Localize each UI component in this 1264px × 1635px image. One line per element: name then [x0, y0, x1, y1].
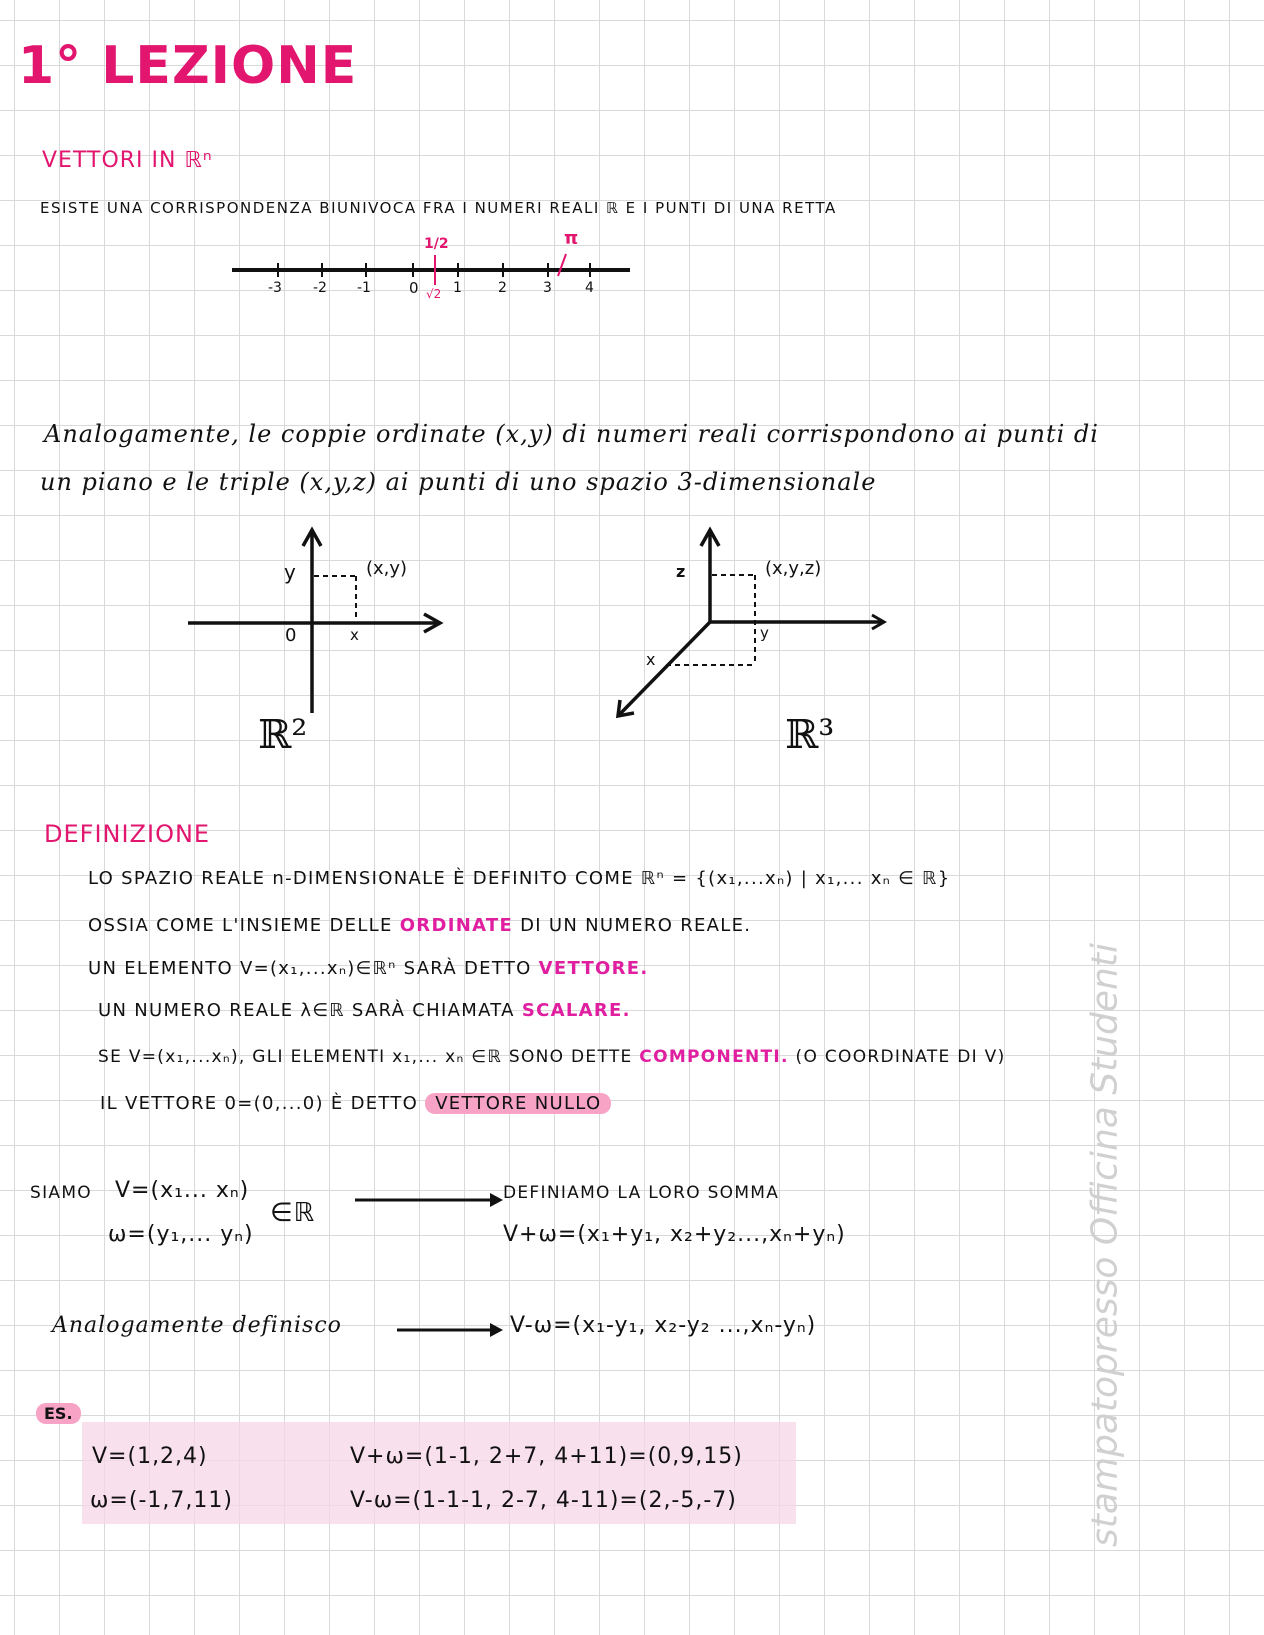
- example-sum: V+ω=(1-1, 2+7, 4+11)=(0,9,15): [350, 1444, 743, 1469]
- keyword-ordinate: ORDINATE: [399, 915, 514, 936]
- definition-line-6-pre: IL VETTORE 0=(0,...0) È DETTO: [100, 1093, 419, 1114]
- definition-line-3: [88, 958, 649, 979]
- definition-line-4-pre: UN NUMERO REALE λ∈ℝ SARÀ CHIAMATA: [98, 1000, 515, 1021]
- tick-label-4: 4: [585, 280, 594, 296]
- r3-z-label: z: [676, 562, 686, 581]
- definition-line-3-pre: UN ELEMENTO V=(x₁,...xₙ)∈ℝⁿ SARÀ DETTO: [88, 958, 532, 979]
- intro-text: ESISTE UNA CORRISPONDENZA BIUNIVOCA FRA I NUMERI REALI ℝ E I PUNTI DI UNA RETTA: [40, 199, 837, 217]
- tick-label-minus3: -3: [268, 280, 282, 296]
- example-v: V=(1,2,4): [92, 1444, 208, 1469]
- sum-arrow-head: [490, 1193, 503, 1207]
- example-diff: V-ω=(1-1-1, 2-7, 4-11)=(2,-5,-7): [350, 1488, 737, 1513]
- tick-label-2: 2: [498, 280, 507, 296]
- r3-name: ℝ³: [785, 712, 835, 758]
- keyword-vettore-nullo: VETTORE NULLO: [425, 1093, 611, 1114]
- r2-name: ℝ²: [258, 712, 308, 758]
- sum-in-r: ∈ℝ: [270, 1198, 316, 1228]
- sum-siamo: SIAMO: [30, 1183, 92, 1203]
- sum-w-definition: ω=(y₁,... yₙ): [108, 1222, 254, 1247]
- paragraph-line-2: un piano e le triple (x,y,z) ai punti di uno spazio 3-dimensionale: [40, 468, 877, 496]
- watermark: stampatopresso Officina Studenti: [1084, 943, 1126, 1547]
- definition-line-2-post: DI UN NUMERO REALE.: [520, 915, 752, 936]
- r2-y-label: y: [284, 560, 296, 584]
- example-label-text: ES.: [36, 1403, 81, 1424]
- sum-formula: V+ω=(x₁+y₁, x₂+y₂...,xₙ+yₙ): [503, 1222, 846, 1247]
- sum-define-text: DEFINIAMO LA LORO SOMMA: [503, 1183, 780, 1203]
- paragraph-line-1: Analogamente, le coppie ordinate (x,y) di numeri reali corrispondono ai punti di: [44, 420, 1099, 448]
- difference-text: Analogamente definisco: [52, 1313, 342, 1338]
- definition-line-5: [98, 1047, 1006, 1067]
- difference-formula: V-ω=(x₁-y₁, x₂-y₂ ...,xₙ-yₙ): [510, 1313, 817, 1338]
- keyword-vettore: VETTORE.: [538, 958, 649, 979]
- keyword-componenti: COMPONENTI.: [639, 1047, 789, 1067]
- tick-label-0: 0: [409, 279, 419, 297]
- definition-line-6: [100, 1093, 611, 1114]
- definition-line-5-pre: SE V=(x₁,...xₙ), GLI ELEMENTI x₁,... xₙ ∈ℝ SONO DETTE: [98, 1047, 633, 1067]
- tick-label-1: 1: [453, 280, 462, 296]
- r3-y-label: y: [760, 624, 769, 642]
- section-heading-vettori: VETTORI IN ℝⁿ: [42, 148, 213, 173]
- definition-line-2-pre: OSSIA COME L'INSIEME DELLE: [88, 915, 393, 936]
- example-label: [36, 1404, 81, 1423]
- r2-x-label: x: [350, 626, 359, 644]
- pi-label: π: [564, 228, 579, 249]
- sqrt2-label: √2: [426, 287, 442, 301]
- definition-line-1: LO SPAZIO REALE n-DIMENSIONALE È DEFINITO COME ℝⁿ = {(x₁,...xₙ) | x₁,... xₙ ∈ ℝ}: [88, 868, 951, 889]
- tick-label-3: 3: [543, 280, 552, 296]
- definition-line-5-post: (O COORDINATE DI V): [795, 1047, 1006, 1067]
- r3-point-label: (x,y,z): [765, 558, 822, 579]
- diff-arrow-head: [490, 1323, 503, 1337]
- definition-heading: DEFINIZIONE: [44, 820, 211, 848]
- sum-v-definition: V=(x₁... xₙ): [115, 1178, 250, 1203]
- half-label: 1/2: [424, 236, 449, 252]
- tick-label-minus1: -1: [357, 280, 371, 296]
- r2-point-label: (x,y): [366, 558, 408, 579]
- example-w: ω=(-1,7,11): [90, 1488, 233, 1513]
- keyword-scalare: SCALARE.: [521, 1000, 631, 1021]
- r3-x-label: x: [646, 650, 656, 669]
- r2-origin-label: 0: [285, 625, 297, 646]
- tick-label-minus2: -2: [313, 280, 327, 296]
- r3-x-axis: [620, 622, 710, 714]
- pi-marker: [558, 254, 566, 276]
- page-title: 1° LEZIONE: [18, 36, 358, 96]
- definition-line-4: [98, 1000, 631, 1021]
- definition-line-2: [88, 915, 751, 936]
